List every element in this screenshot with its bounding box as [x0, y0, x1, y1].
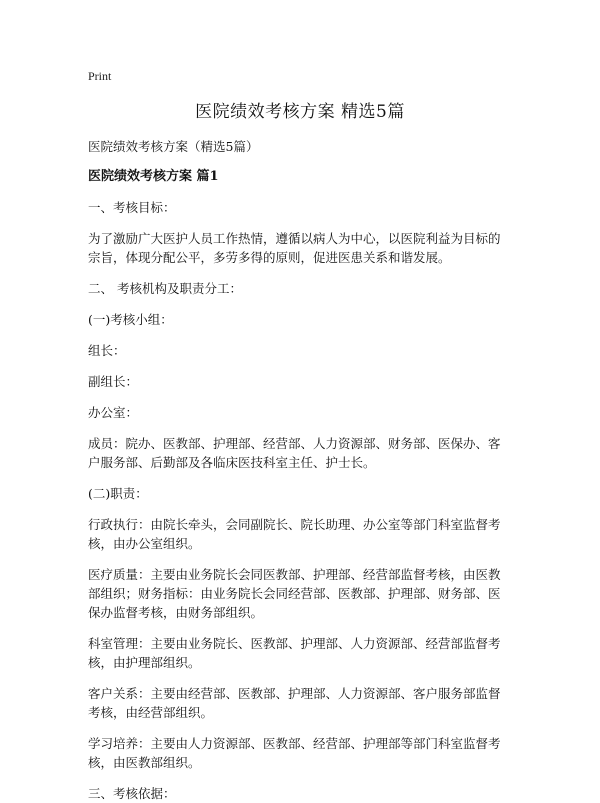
paragraph-members: 成员：院办、医教部、护理部、经营部、人力资源部、财务部、医保办、客户服务部、后勤部及各临床医技科室主任、护士长。 [88, 436, 501, 470]
paragraph-goal-heading: 一、考核目标： [88, 200, 176, 215]
paragraph-department-management: 科室管理：主要由业务院长、医教部、护理部、人力资源部、经营部监督考核，由护理部组织。 [88, 636, 501, 670]
paragraph-admin-execution: 行政执行：由院长牵头，会同副院长、院长助理、办公室等部门科室监督考核，由办公室组织。 [88, 517, 501, 551]
paragraph-goal-text: 为了激励广大医护人员工作热情，遵循以病人为中心，以医院利益为目标的宗旨，体现分配公平，多劳多得的原则，促进医患关系和谐发展。 [88, 231, 501, 265]
document-title: 医院绩效考核方案 精选5篇 [195, 102, 405, 122]
paragraph-customer-relations: 客户关系：主要由经营部、医教部、护理部、人力资源部、客户服务部监督考核，由经营部组织。 [88, 686, 501, 720]
paragraph-learning-training: 学习培养：主要由人力资源部、医教部、经营部、护理部等部门科室监督考核，由医教部组织。 [88, 736, 501, 770]
paragraph-leader: 组长： [88, 343, 126, 358]
paragraph-vice-leader: 副组长： [88, 374, 139, 389]
paragraph-team-heading: (一)考核小组： [88, 312, 173, 327]
paragraph-office: 办公室： [88, 405, 139, 420]
paragraph-duties-heading: (二)职责： [88, 486, 148, 501]
print-label: Print [88, 69, 112, 83]
paragraph-medical-quality: 医疗质量：主要由业务院长会同医教部、护理部、经营部监督考核，由医教部组织；财务指标：由业务院长会同经营部、医教部、护理部、财务部、医保办监督考核，由财务部组织。 [88, 567, 501, 620]
paragraph-basis-heading: 三、考核依据： [88, 786, 176, 801]
document-subtitle: 医院绩效考核方案（精选5篇） [88, 139, 259, 154]
section-heading: 医院绩效考核方案 篇1 [88, 169, 219, 184]
paragraph-org-heading: 二、 考核机构及职责分工： [88, 281, 242, 296]
